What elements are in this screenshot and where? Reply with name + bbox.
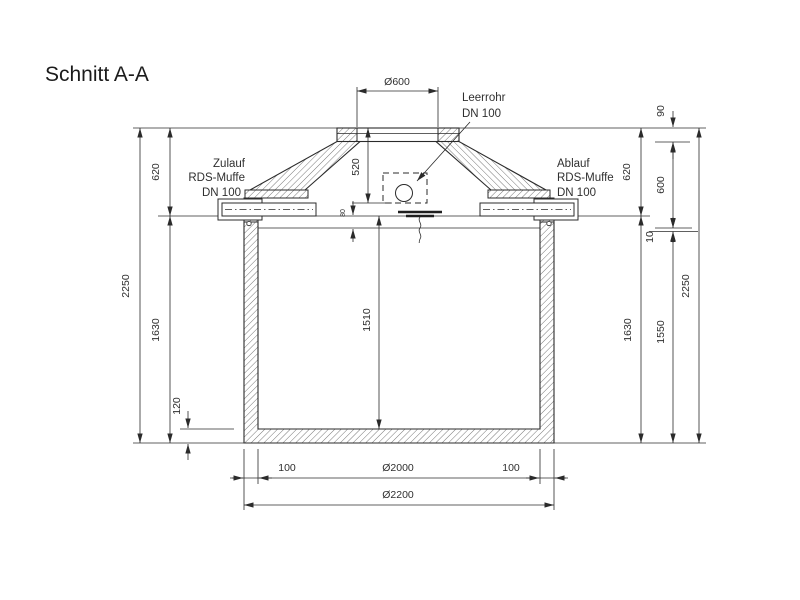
dim-inner-diameter: Ø2000 [382, 462, 414, 474]
cone-wall-left [250, 142, 360, 191]
leerrohr-label-line2: DN 100 [462, 108, 501, 120]
callout-zulauf [188, 158, 245, 199]
joint-seal-left [247, 221, 251, 225]
dim-joint: 10 [644, 231, 656, 243]
outlet-pipe [480, 199, 578, 220]
water-level-symbol [398, 212, 442, 243]
manhole-ring [337, 128, 459, 142]
zulauf-label-line2: RDS-Muffe [188, 172, 245, 184]
ablauf-label-line2: RDS-Muffe [557, 172, 614, 184]
dim-left-total: 2250 [120, 274, 132, 298]
dim-cone-height: 600 [655, 176, 667, 194]
dim-left-lower: 1630 [150, 318, 162, 342]
ring-right-block [438, 128, 459, 142]
dimensions-right [621, 105, 699, 443]
dim-right-total: 2250 [680, 274, 692, 298]
dim-cone-depth: 520 [350, 158, 362, 176]
dim-right-lower: 1630 [622, 318, 634, 342]
ring-left-block [337, 128, 357, 142]
dim-right-upper: 620 [621, 163, 633, 181]
zulauf-label-line3: DN 100 [202, 187, 241, 199]
dim-floor-thickness: 120 [171, 397, 183, 415]
dim-opening: Ø600 [384, 76, 410, 88]
dim-inner-height: 1510 [361, 308, 373, 332]
cone-flange-right [488, 190, 550, 198]
dimensions-bottom [230, 462, 568, 505]
ablauf-label-line3: DN 100 [557, 187, 596, 199]
dim-ring-height: 90 [655, 105, 667, 117]
dim-wall-left: 100 [278, 462, 296, 474]
dim-freeboard: 80 [340, 209, 347, 217]
tank-body [244, 222, 554, 443]
cone-flange-left [245, 190, 308, 198]
drawing-title: Schnitt A-A [45, 63, 149, 86]
inlet-pipe [218, 199, 316, 220]
callout-ablauf [557, 158, 614, 199]
dimensions-left [120, 128, 188, 460]
dim-outer-diameter: Ø2200 [382, 489, 414, 501]
joint-seal-right [547, 221, 551, 225]
zulauf-label-line1: Zulauf [213, 158, 245, 170]
extension-lines [133, 87, 706, 510]
dim-wall-right: 100 [502, 462, 520, 474]
leerrohr-label-line1: Leerrohr [462, 92, 506, 104]
dim-left-upper: 620 [150, 163, 162, 181]
leerrohr-circle [396, 185, 413, 202]
dim-tank-height: 1550 [655, 320, 667, 344]
cone-wall-right [436, 142, 546, 191]
ablauf-label-line1: Ablauf [557, 158, 590, 170]
